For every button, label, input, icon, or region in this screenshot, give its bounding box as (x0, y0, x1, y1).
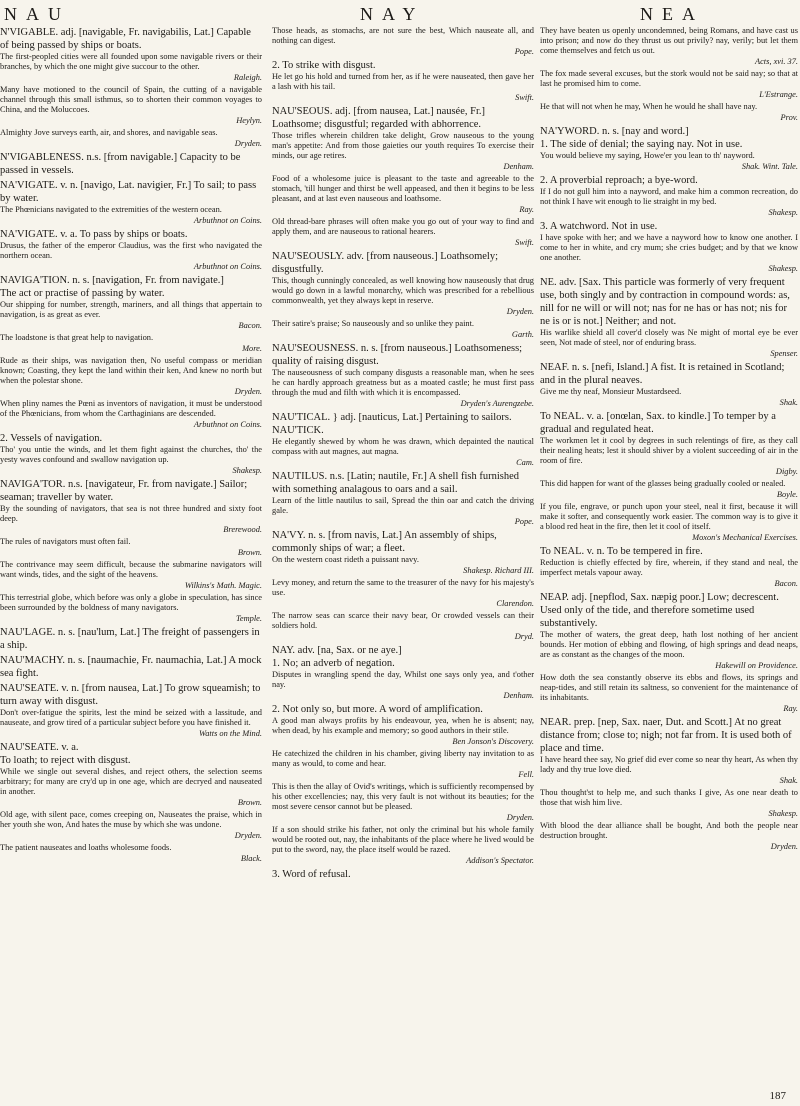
citation-source: Heylyn. (236, 116, 262, 125)
citation-source: Ben Jonson's Discovery. (452, 737, 534, 746)
citation-source: Hakewill on Providence. (715, 661, 798, 670)
column-middle (272, 26, 534, 1086)
citation-text: This, though cunningly concealed, as well knowing how nauseously that drug would go down in a lawful monarchy, which was prescribed for a rebellious commonwealth, yet they always kept in reserve. (272, 276, 534, 305)
dictionary-entry (0, 26, 262, 149)
citation-text: Those heads, as stomachs, are not sure the best, Which nauseate all, and nothing can digest. (272, 26, 534, 45)
citation-text: Drusus, the father of the emperor Claudius, was the first who navigated the northern ocean. (0, 241, 262, 260)
citation-text: The patient nauseates and loaths wholesome foods. (0, 843, 172, 852)
citation-text: He let go his hold and turned from her, as if he were nauseated, then gave her a lash with his tail. (272, 72, 534, 91)
citation-source: Digby. (775, 467, 798, 476)
dictionary-entry (272, 868, 534, 881)
entry-headword-definition: NAU'SEOUS. adj. [from nausea, Lat.] nausée, Fr.] Loathsome; disgustful; regarded with abhorrence. (272, 106, 486, 130)
citation-source: Moxon's Mechanical Exercises. (692, 533, 798, 542)
citation-text: How doth the sea constantly observe its ebbs and flows, its springs and neap-tides, and still retain its saltness, so convenient for the maintenance of its inhabitants. (540, 673, 798, 702)
dictionary-entry (272, 342, 534, 409)
citation-source: Shakesp. Richard III. (463, 566, 534, 575)
citation-text: Old thread-bare phrases will often make you go out of your way to find and apply them, and are nauseous to rational hearers. (272, 217, 534, 236)
dictionary-entry (540, 26, 798, 123)
dictionary-entry (272, 644, 534, 701)
citation-text: This is then the allay of Ovid's writings, which is sufficiently recompensed by his other excellencies; nay, this very fault is not without its beauties; for the most severe censor cannot but be pleased. (272, 782, 534, 811)
citation-text: Our shipping for number, strength, mariners, and all things that appertain to navigation, is as great as ever. (0, 300, 262, 319)
entry-headword-definition: 2. A proverbial reproach; a bye-word. (540, 175, 698, 186)
citation-source: Brown. (237, 798, 262, 807)
dictionary-entry (272, 703, 534, 866)
citation-source: Dryden. (506, 307, 534, 316)
citation-source: Addison's Spectator. (466, 856, 534, 865)
citation-source: Bacon. (238, 321, 262, 330)
citation-source: More. (242, 344, 262, 353)
entry-headword-definition: NAU'SEOUSLY. adv. [from nauseous.] Loathsomely; disgustfully. (272, 251, 498, 275)
entry-headword-definition: NA'VIGATE. v. a. To pass by ships or boats. (0, 229, 188, 240)
dictionary-entry (272, 59, 534, 103)
citation-source: Swift. (515, 93, 534, 102)
entry-headword-definition: NEAF. n. s. [nefi, Island.] A fist. It is retained in Scotland; and in the plural neaves. (540, 362, 785, 386)
dictionary-entry (272, 250, 534, 340)
citation-source: Wilkins's Math. Magic. (184, 581, 262, 590)
entry-headword-definition: NAVIGA'TOR. n.s. [navigateur, Fr. from navigate.] Sailor; seaman; traveller by water. (0, 479, 248, 503)
dictionary-entry (0, 654, 262, 680)
citation-source: Acts, xvi. 37. (754, 57, 798, 66)
entry-headword-definition: NA'VY. n. s. [from navis, Lat.] An assembly of ships, commonly ships of war; a fleet. (272, 530, 497, 554)
citation-text: If a son should strike his father, not only the criminal but his whole family would be rooted out, nay, the inhabitants of the place where he lived would be put to the sword, nay, the place itself would be razed. (272, 825, 534, 854)
entry-headword-definition: 3. A watchword. Not in use. (540, 221, 658, 232)
citation-text: If you file, engrave, or punch upon your steel, neal it first, because it will make it softer, and consequently work easier. The common way is to give it a blood red heat in the fire, then let it cool of itself. (540, 502, 798, 531)
entry-sense: 1. No; an adverb of negation. (272, 658, 395, 669)
citation-source: Cam. (516, 458, 534, 467)
dictionary-entry (0, 228, 262, 272)
citation-text: While we single out several dishes, and reject others, the selection seems arbitrary; for many are cry'd up in one age, which are decryed and nauseated in another. (0, 767, 262, 796)
entry-headword-definition: NEAP. adj. [nepflod, Sax. næpig poor.] Low; decrescent. Used only of the tide, and therefore sometime used substantively. (540, 592, 779, 629)
citation-text: The narrow seas can scarce their navy bear, Or crowded vessels can their soldiers hold. (272, 611, 534, 630)
citation-source: Garth. (511, 330, 534, 339)
citation-source: L'Estrange. (759, 90, 798, 99)
citation-text: I have spoke with her; and we have a nayword how to know one another. I come to her in white, and cry mum; she cries budget; and by that we know one another. (540, 233, 798, 262)
citation-text: The loadstone is that great help to navigation. (0, 333, 154, 342)
citation-source: Pope. (514, 517, 534, 526)
citation-source: Black. (240, 854, 262, 863)
dictionary-entry (540, 125, 798, 172)
dictionary-entry (272, 411, 534, 468)
citation-text: The workmen let it cool by degrees in such relentings of fire, as they call their nealing heats; lest it should shiver by a violent succeeding of air in the room of fire. (540, 436, 798, 465)
citation-text: Don't over-fatigue the spirits, lest the mind be seized with a lassitude, and nauseate, and grow tired of a particular subject before you have finished it. (0, 708, 262, 727)
citation-text: Many have motioned to the council of Spain, the cutting of a navigable channel through this small isthmus, so to shorten their common voyages to China, and the Moluccoes. (0, 85, 262, 114)
entry-headword-definition: 2. Vessels of navigation. (0, 433, 103, 444)
entry-headword-definition: NAU'SEOUSNESS. n. s. [from nauseous.] Loathsomeness; quality of raising disgust. (272, 343, 523, 367)
citation-text: Rude as their ships, was navigation then, No useful compass or meridian known; Coasting, they kept the land within their ken, And knew no north but when the polestar shone. (0, 356, 262, 385)
citation-text: The fox made several excuses, but the stork would not be said nay; so that at last he promised him to come. (540, 69, 798, 88)
citation-source: Ray. (783, 704, 798, 713)
entry-headword-definition: NA'YWORD. n. s. [nay and word.] (540, 126, 689, 137)
entry-headword-definition: NAU'SEATE. v. n. [from nausea, Lat.] To grow squeamish; to turn away with disgust. (0, 683, 261, 707)
entry-headword-definition: NAU'MACHY. n. s. [naumachie, Fr. naumachia, Lat.] A mock sea fight. (0, 655, 262, 679)
citation-text: He that will not when he may, When he would he shall have nay. (540, 102, 758, 111)
dictionary-entry (0, 682, 262, 739)
dictionary-entry (272, 470, 534, 527)
citation-text: Those trifles wherein children take delight, Grow nauseous to the young man's appetite: And from those gaieties our youth requires To exercise their minds, our age retires. (272, 131, 534, 160)
entry-headword-definition: NAU'TICAL. } adj. [nauticus, Lat.] Pertaining to sailors. NAU'TICK. (272, 412, 512, 436)
dictionary-entry (0, 741, 262, 864)
entry-sense: 1. The side of denial; the saying nay. Not in use. (540, 139, 743, 150)
entry-headword-definition: 3. Word of refusal. (272, 869, 351, 880)
citation-source: Dryden. (234, 139, 262, 148)
entry-sense: To loath; to reject with disgust. (0, 755, 131, 766)
citation-source: Dryd. (514, 632, 534, 641)
dictionary-entry (0, 478, 262, 624)
citation-text: The nauseousness of such company disgusts a reasonable man, when he sees he can hardly approach greatness but as a moated castle; he must first pass through the mud and filth with which it is encompassed. (272, 368, 534, 397)
citation-source: Spenser. (770, 349, 798, 358)
citation-text: The Phœnicians navigated to the extremities of the western ocean. (0, 205, 222, 214)
citation-source: Boyle. (776, 490, 798, 499)
citation-source: Brerewood. (223, 525, 262, 534)
running-head-right: NEA (640, 4, 704, 24)
citation-text: A good man always profits by his endeavour, yea, when he is absent; nay, when dead, by his example and memory; so good authors in their stile. (272, 716, 534, 735)
citation-source: Dryden. (506, 813, 534, 822)
citation-source: Dryden's Aurengzebe. (460, 399, 534, 408)
citation-text: Learn of the little nautilus to sail, Spread the thin oar and catch the driving gale. (272, 496, 534, 515)
entry-headword-definition: NAU'LAGE. n. s. [nau'lum, Lat.] The freight of passengers in a ship. (0, 627, 260, 651)
dictionary-entry (272, 26, 534, 57)
citation-source: Raleigh. (233, 73, 262, 82)
column-left (0, 26, 262, 1086)
entry-headword-definition: 2. Not only so, but more. A word of amplification. (272, 704, 483, 715)
dictionary-entry (540, 545, 798, 589)
citation-source: Pope. (514, 47, 534, 56)
citation-text: On the western coast rideth a puissant navy. (272, 555, 419, 564)
dictionary-entry (272, 105, 534, 248)
citation-source: Arbuthnot on Coins. (193, 216, 262, 225)
entry-headword-definition: 2. To strike with disgust. (272, 60, 376, 71)
entry-headword-definition: N'VIGABLE. adj. [navigable, Fr. navigabilis, Lat.] Capable of being passed by ships or boats. (0, 27, 251, 51)
dictionary-entry (0, 432, 262, 476)
citation-text: The mother of waters, the great deep, hath lost nothing of her ancient bounds. Her motion of ebbing and flowing, of high springs and dead neaps, are as constant as the changes of the moon. (540, 630, 798, 659)
citation-source: Dryden. (234, 831, 262, 840)
citation-text: The first-peopled cities were all founded upon some navigable rivers or their branches, by which the one might give succour to the other. (0, 52, 262, 71)
entry-headword-definition: To NEAL. v. a. [onœlan, Sax. to kindle.] To temper by a gradual and regulated heat. (540, 411, 776, 435)
citation-text: Food of a wholesome juice is pleasant to the taste and agreeable to the stomach, 'till hunger and thirst be well appeased, and then it begins to be less pleasant, and at last even nauseous and loathsome. (272, 174, 534, 203)
dictionary-entry (540, 591, 798, 714)
citation-source: Denham. (503, 162, 534, 171)
column-right (540, 26, 798, 1086)
dictionary-entry (0, 626, 262, 652)
citation-text: Their satire's praise; So nauseously and so unlike they paint. (272, 319, 475, 328)
citation-text: With blood the dear alliance shall be bought, And both the people near destruction brought. (540, 821, 798, 840)
citation-text: I have heard thee say, No grief did ever come so near thy heart, As when thy lady and thy true love died. (540, 755, 798, 774)
citation-text: They have beaten us openly uncondemned, being Romans, and have cast us into prison; and now do they thrust us out privily? nay, verily; but let them come themselves and fetch us out. (540, 26, 798, 55)
citation-source: Dryden. (770, 842, 798, 851)
citation-text: The contrivance may seem difficult, because the submarine navigators will want winds, tides, and the sight of the heavens. (0, 560, 262, 579)
citation-text: The rules of navigators must often fail. (0, 537, 131, 546)
entry-headword-definition: To NEAL. v. n. To be tempered in fire. (540, 546, 703, 557)
citation-source: Shakesp. (768, 208, 798, 217)
dictionary-entry (0, 151, 262, 177)
citation-text: You would believe my saying, Howe'er you lean to th' nayword. (540, 151, 755, 160)
entry-headword-definition: NAVIGA'TION. n. s. [navigation, Fr. from navigate.] (0, 275, 224, 286)
page-number: 187 (769, 1090, 786, 1102)
dictionary-entry (540, 174, 798, 218)
citation-source: Fell. (518, 770, 534, 779)
running-head-center: NAY (360, 4, 425, 24)
citation-text: Thou thought'st to help me, and such thanks I give, As one near death to those that wish him live. (540, 788, 798, 807)
citation-text: If I do not gull him into a nayword, and make him a common recreation, do not think I have wit enough to lie straight in my bed. (540, 187, 798, 206)
citation-source: Ray. (519, 205, 534, 214)
citation-source: Arbuthnot on Coins. (193, 420, 262, 429)
citation-source: Prov. (780, 113, 798, 122)
citation-source: Swift. (515, 238, 534, 247)
citation-source: Shakesp. (232, 466, 262, 475)
citation-source: Shakesp. (768, 264, 798, 273)
citation-source: Dryden. (234, 387, 262, 396)
citation-text: When pliny names the Pœni as inventors of navigation, it must be understood of the Phœnicians, from whom the Carthaginians are descended. (0, 399, 262, 418)
dictionary-entry (0, 274, 262, 430)
citation-source: Temple. (236, 614, 262, 623)
entry-headword-definition: NAU'SEATE. v. a. (0, 742, 79, 753)
citation-text: He catechized the children in his chamber, giving liberty nay invitation to as many as would, to come and hear. (272, 749, 534, 768)
entry-headword-definition: NA'VIGATE. v. n. [navigo, Lat. navigier, Fr.] To sail; to pass by water. (0, 180, 257, 204)
entry-headword-definition: NAUTILUS. n.s. [Latin; nautile, Fr.] A shell fish furnished with something analagous to oars and a sail. (272, 471, 520, 495)
citation-source: Denham. (503, 691, 534, 700)
dictionary-entry (0, 179, 262, 226)
citation-text: His warlike shield all cover'd closely was Ne might of mortal eye be ever seen, Not made of steel, nor of enduring brass. (540, 328, 798, 347)
entry-headword-definition: NEAR. prep. [nep, Sax. naer, Dut. and Scott.] At no great distance from; close to; nigh; not far from. It is used both of place and time. (540, 717, 792, 754)
citation-text: Tho' you untie the winds, and let them fight against the churches, tho' the yesty waves confound and swallow navigation up. (0, 445, 262, 464)
citation-text: This terrestrial globe, which before was only a globe in speculation, has since been surrounded by the boldness of many navigators. (0, 593, 262, 612)
citation-text: By the sounding of navigators, that sea is not three hundred and sixty foot deep. (0, 504, 262, 523)
entry-headword-definition: N'VIGABLENESS. n.s. [from navigable.] Capacity to be passed in vessels. (0, 152, 241, 176)
citation-text: Give me thy neaf, Monsieur Mustardseed. (540, 387, 682, 396)
dictionary-entry (540, 410, 798, 543)
dictionary-entry (540, 276, 798, 359)
citation-text: Disputes in wrangling spend the day, Whilst one says only yea, and t'other nay. (272, 670, 534, 689)
citation-source: Brown. (237, 548, 262, 557)
citation-text: This did happen for want of the glasses being gradually cooled or nealed. (540, 479, 786, 488)
citation-source: Shak. Wint. Tale. (741, 162, 798, 171)
citation-text: Almighty Jove surveys earth, air, and shores, and navigable seas. (0, 128, 218, 137)
running-head-left: NAU (4, 4, 70, 24)
dictionary-entry (540, 220, 798, 274)
citation-source: Shak. (779, 398, 798, 407)
dictionary-entry (540, 361, 798, 408)
citation-source: Clarendon. (496, 599, 534, 608)
citation-source: Shak. (779, 776, 798, 785)
entry-headword-definition: NAY. adv. [na, Sax. or ne aye.] (272, 645, 402, 656)
running-heads (0, 4, 800, 28)
citation-source: Bacon. (774, 579, 798, 588)
citation-text: Levy money, and return the same to the treasurer of the navy for his majesty's use. (272, 578, 534, 597)
citation-text: He elegantly shewed by whom he was drawn, which depainted the nautical compass with aut magnes, aut magna. (272, 437, 534, 456)
citation-source: Arbuthnot on Coins. (193, 262, 262, 271)
dictionary-entry (540, 716, 798, 852)
dictionary-entry (272, 529, 534, 642)
citation-source: Shakesp. (768, 809, 798, 818)
entry-sense: The act or practise of passing by water. (0, 288, 165, 299)
citation-text: Reduction is chiefly effected by fire, wherein, if they stand and neal, the imperfect metals vapour away. (540, 558, 798, 577)
citation-source: Watts on the Mind. (199, 729, 262, 738)
entry-headword-definition: NE. adv. [Sax. This particle was formerly of very frequent use, both singly and by contraction in compound words: as, nill for ne will or will not; nas for ne has or has not; nis for ne is or is not.] Neither; and not. (540, 277, 790, 327)
citation-text: Old age, with silent pace, comes creeping on, Nauseates the praise, which in her youth she won, And hates the muse by which she was undone. (0, 810, 262, 829)
